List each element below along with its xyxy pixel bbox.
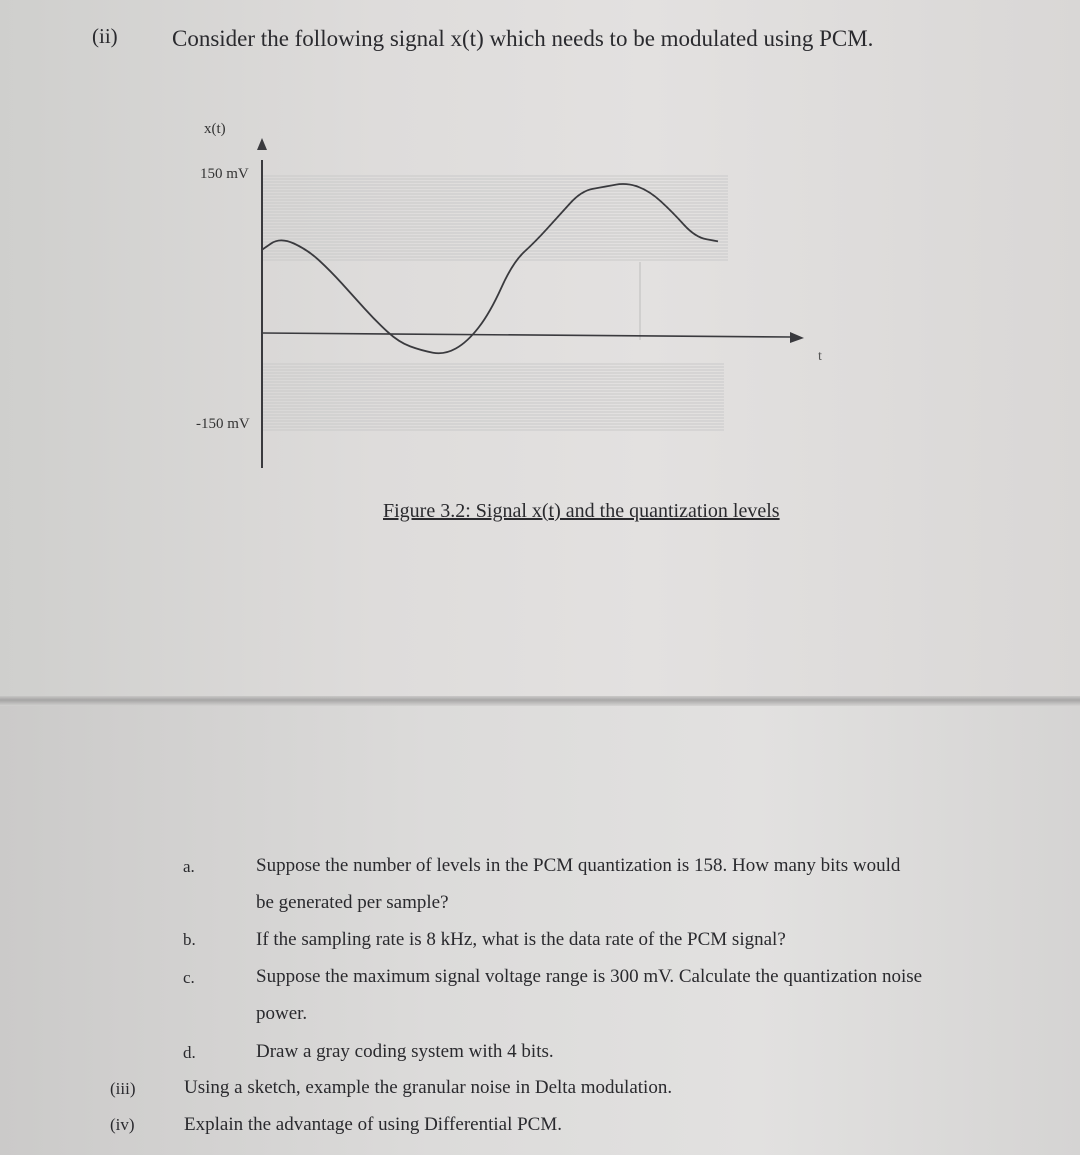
x-axis-label: t: [818, 349, 822, 364]
y-max-label: 150 mV: [200, 166, 249, 182]
item-a-letter: a.: [183, 857, 195, 876]
item-b-line-1: If the sampling rate is 8 kHz, what is the data rate of the PCM signal?: [256, 929, 786, 950]
x-axis: [262, 333, 792, 337]
question-iv-number: (iv): [110, 1115, 135, 1134]
item-b-letter: b.: [183, 930, 196, 949]
y-axis-label: x(t): [204, 121, 226, 137]
page-fold: [0, 696, 1080, 706]
question-iii-number: (iii): [110, 1079, 136, 1098]
item-c-line-1: Suppose the maximum signal voltage range is 300 mV. Calculate the quantization noise: [256, 966, 923, 987]
item-c-line-2: power.: [256, 1003, 308, 1024]
x-axis-arrow: [790, 332, 804, 343]
question-ii-number: (ii): [92, 24, 118, 48]
item-a-line-2: be generated per sample?: [256, 892, 449, 913]
item-d-line-1: Draw a gray coding system with 4 bits.: [256, 1041, 554, 1062]
figure-caption: Figure 3.2: Signal x(t) and the quantization levels: [383, 500, 780, 522]
quantization-levels-lower: [262, 364, 724, 430]
item-d-letter: d.: [183, 1043, 196, 1062]
y-axis-arrow: [257, 138, 267, 150]
item-a-line-1: Suppose the number of levels in the PCM quantization is 158. How many bits would: [256, 855, 901, 876]
quantization-levels-upper: [262, 176, 728, 260]
question-ii-text: Consider the following signal x(t) which needs to be modulated using PCM.: [172, 26, 874, 51]
question-iii-text: Using a sketch, example the granular noise in Delta modulation.: [184, 1077, 673, 1098]
item-c-letter: c.: [183, 968, 195, 987]
signal-figure: [0, 0, 1080, 560]
y-min-label: -150 mV: [196, 416, 250, 432]
question-iv-text: Explain the advantage of using Differential PCM.: [184, 1114, 562, 1135]
